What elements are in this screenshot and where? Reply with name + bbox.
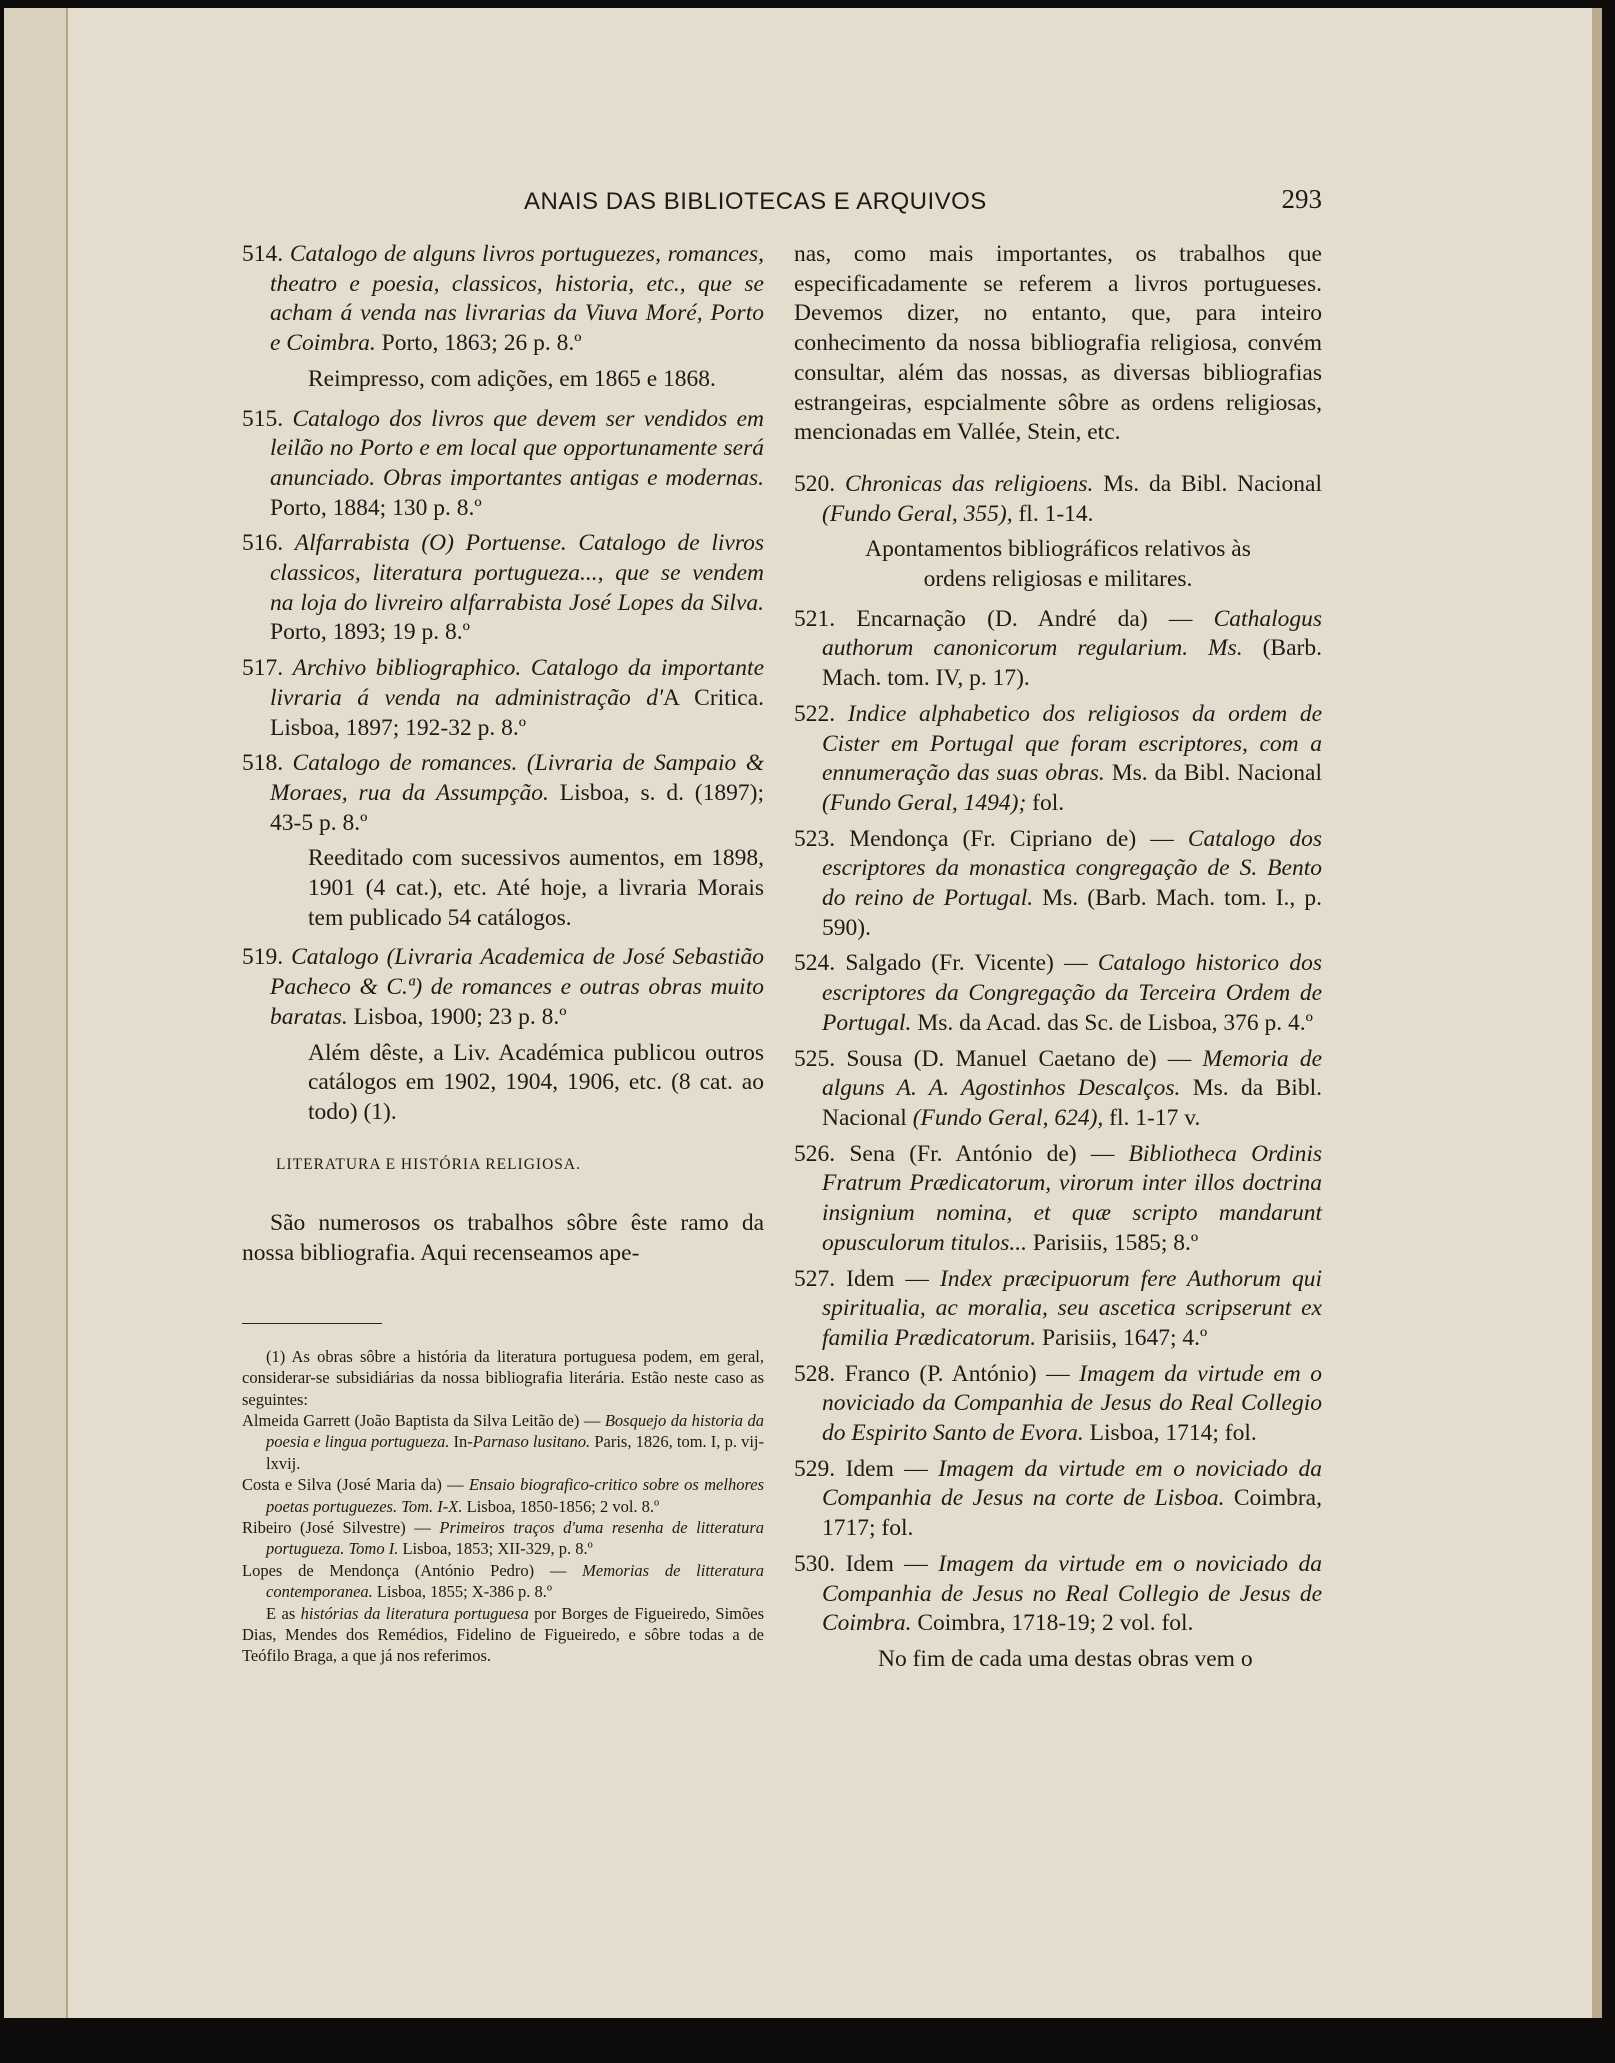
body-paragraph: nas, como mais importantes, os trabalhos que especificadamente se referem a livros portugueses. Devemos dizer, no entanto, que, para inteiro conhecimento da nossa bibliografia religiosa, convém consultar, além das nossas, as diversas bibliografias estrangeiras, espcialmente sôbre as ordens religiosas, mencionadas em Vallée, Stein, etc.	[794, 241, 1322, 446]
entry-number: 519.	[242, 944, 284, 971]
entry-529	[794, 1455, 1322, 1544]
entry-number: 517.	[242, 655, 284, 682]
page-number: 293	[1281, 184, 1322, 214]
entry-author: Idem —	[845, 1550, 928, 1577]
entry-imprint: Ms. da Acad. das Sc. de Lisboa, 376 p. 4.º	[917, 1009, 1313, 1036]
entry-imprint: Ms. (Barb. Mach. tom. I., p. 590).	[822, 885, 1322, 941]
ref-imprint: Lisboa, 1850-1856; 2 vol. 8.º	[466, 1496, 660, 1516]
ref-author: Costa e Silva (José Maria da) —	[242, 1475, 464, 1495]
ref-title: Ensaio biografico-critico sobre os melhores poetas portuguezes. Tom. I-X.	[266, 1475, 765, 1516]
entry-author: Salgado (Fr. Vicente) —	[845, 950, 1088, 977]
entry-number: 525.	[794, 1045, 836, 1072]
section-heading: LITERATURA E HISTÓRIA RELIGIOSA.	[276, 1155, 581, 1173]
entry-514	[242, 240, 764, 359]
entry-imprint: Lisboa, 1714; fol.	[1089, 1420, 1257, 1447]
entry-title: Archivo bibliographico. Catalogo da importante livraria á venda na administração d'	[270, 655, 765, 711]
page-header	[232, 184, 1322, 224]
entry-520	[794, 470, 1322, 529]
entry-title: Alfarrabista (O) Portuense. Catalogo de livros classicos, literatura portugueza..., que se vendem na loja do livreiro alfarrabista José Lopes da Silva.	[270, 530, 765, 616]
entry-516	[242, 529, 764, 648]
entry-number: 523.	[794, 825, 836, 852]
entry-author: Mendonça (Fr. Cipriano de) —	[849, 825, 1174, 852]
entry-number: 514.	[242, 241, 284, 267]
left-column	[242, 240, 764, 1667]
entry-imprint: Porto, 1884; 130 p. 8.º	[270, 494, 482, 521]
entry-folio: fl. 1-14.	[1018, 500, 1094, 527]
entry-number: 520.	[794, 470, 836, 497]
entry-title: Catalogo (Livraria Academica de José Sebastião Pacheco & C.ª) de romances e outras obras muito baratas.	[270, 944, 765, 1030]
entry-title: Memoria de alguns A. A. Agostinhos Descalços.	[822, 1045, 1323, 1102]
entry-note: Reimpresso, com adições, em 1865 e 1868.	[308, 365, 716, 392]
entry-note: Reeditado com sucessivos aumentos, em 1898, 1901 (4 cat.), etc. Até hoje, a livraria Morais tem publicado 54 catálogos.	[308, 845, 764, 931]
entry-imprint: Lisboa, s. d. (1897); 43-5 p. 8.º	[270, 779, 764, 836]
entry-imprint: Coimbra, 1718-19; 2 vol. fol.	[917, 1610, 1194, 1637]
entry-530	[794, 1550, 1322, 1639]
ref-title: Primeiros traços d'uma resenha de litteratura portugueza. Tomo I.	[266, 1518, 765, 1559]
entry-imprint: Ms. da Bibl. Nacional	[822, 1075, 1322, 1131]
entry-number: 522.	[794, 700, 836, 727]
entry-note: Além dêste, a Liv. Académica publicou outros catálogos em 1902, 1904, 1906, etc. (8 cat. ao todo) (1).	[308, 1039, 764, 1125]
entry-imprint: Parisiis, 1647; 4.º	[1042, 1324, 1208, 1351]
closing-text: por Borges de Figueiredo, Simões Dias, Mendes dos Remédios, Fidelino de Figueiredo, e sôbre todas a de Teófilo Braga, a que já nos referimos.	[242, 1603, 765, 1666]
entry-number: 527.	[794, 1265, 836, 1292]
closing-text: E as	[266, 1603, 296, 1623]
entry-528	[794, 1360, 1322, 1449]
entry-fund: (Fundo Geral, 355),	[822, 500, 1013, 527]
entry-517	[242, 654, 764, 743]
entry-number: 530.	[794, 1550, 836, 1577]
closing-italic: histórias da literatura portuguesa	[300, 1603, 529, 1623]
footnote-reference	[242, 1474, 764, 1517]
entry-523	[794, 825, 1322, 944]
entry-note: Apontamentos bibliográficos relativos às ordens religiosas e militares.	[865, 536, 1251, 593]
ref-title: Memorias de litteratura contemporanea.	[266, 1560, 765, 1602]
entry-imprint: Porto, 1863; 26 p. 8.º	[381, 330, 582, 357]
entry-title: Index præcipuorum fere Authorum qui spiritualia, ac moralia, seu ascetica scripserunt ex familia Prædicatorum.	[822, 1265, 1322, 1351]
entry-author: Encarnação (D. André da) —	[856, 605, 1193, 632]
entry-522	[794, 700, 1322, 819]
entry-number: 524.	[794, 950, 836, 977]
ref-author: Ribeiro (José Silvestre) —	[242, 1518, 431, 1538]
ref-title: Bosquejo da historia da poesia e lingua portugueza.	[266, 1411, 764, 1452]
entry-number: 528.	[794, 1360, 836, 1387]
entry-author: Sena (Fr. António de) —	[849, 1140, 1115, 1167]
ref-rest: In-	[453, 1432, 473, 1452]
ref-imprint: Lisboa, 1855; X-386 p. 8.º	[376, 1582, 553, 1602]
entry-imprint: Lisboa, 1900; 23 p. 8.º	[353, 1003, 567, 1030]
entry-number: 526.	[794, 1140, 836, 1167]
footnote-rule	[242, 1323, 382, 1324]
entry-527	[794, 1265, 1322, 1354]
footnote-reference	[242, 1560, 764, 1603]
page-margin	[4, 8, 68, 2018]
entry-title: Imagem da virtude em o noviciado da Companhia de Jesus na corte de Lisboa.	[822, 1455, 1323, 1512]
entry-title: Imagem da virtude em o noviciado da Companhia de Jesus no Real Collegio de Jesus de Coimbra.	[822, 1550, 1323, 1637]
entry-title: Imagem da virtude em o noviciado da Companhia de Jesus do Real Collegio do Espirito Santo de Evora.	[822, 1360, 1323, 1447]
ref-imprint: Paris, 1826, tom. I, p. vij-lxvij.	[266, 1432, 765, 1473]
footnote-reference	[242, 1517, 764, 1560]
entry-519	[242, 943, 764, 1032]
entry-title: Indice alphabetico dos religiosos da ordem de Cister em Portugal que foram escriptores, com a ennumeração das suas obras.	[822, 700, 1323, 787]
entry-title: Cathalogus authorum canonicorum regularium. Ms.	[822, 605, 1322, 662]
entry-521	[794, 605, 1322, 694]
entry-title: Catalogo dos livros que devem ser vendidos em leilão no Porto e em local que opportunamente será anunciado. Obras importantes antigas e modernas.	[270, 405, 764, 491]
footnote-closing	[242, 1603, 764, 1667]
entry-author: Idem —	[846, 1265, 929, 1292]
entry-518	[242, 749, 764, 838]
entry-imprint: Parisiis, 1585; 8.º	[1032, 1229, 1199, 1256]
entry-number: 515.	[242, 405, 284, 432]
footnote-reference	[242, 1410, 764, 1474]
entry-number: 516.	[242, 530, 284, 557]
entry-imprint: Porto, 1893; 19 p. 8.º	[270, 619, 470, 646]
entry-title-tail: A Critica.	[663, 684, 764, 711]
footnotes	[242, 1346, 764, 1667]
entry-fund: (Fundo Geral, 1494);	[822, 789, 1027, 816]
ref-author: Lopes de Mendonça (António Pedro) —	[242, 1560, 567, 1580]
footnote-intro: (1) As obras sôbre a história da literatura portuguesa podem, em geral, considerar-se subsidiárias da nossa bibliografia literária. Estão neste caso as seguintes:	[242, 1346, 764, 1409]
body-paragraph: São numerosos os trabalhos sôbre êste ramo da nossa bibliografia. Aqui recenseamos ape-	[242, 1210, 764, 1267]
book-page	[4, 8, 1602, 2018]
entry-525	[794, 1045, 1322, 1134]
entry-folio: fol.	[1032, 789, 1065, 816]
ref-title-2: Parnaso lusitano.	[472, 1432, 591, 1452]
entry-526	[794, 1140, 1322, 1259]
running-title: ANAIS DAS BIBLIOTECAS E ARQUIVOS	[524, 188, 987, 215]
entry-imprint: Lisboa, 1897; 192-32 p. 8.º	[270, 714, 526, 741]
entry-author: Sousa (D. Manuel Caetano de) —	[846, 1045, 1192, 1072]
ref-imprint: Lisboa, 1853; XII-329, p. 8.º	[402, 1539, 593, 1559]
right-column	[794, 240, 1322, 1675]
entry-fund: (Fundo Geral, 624),	[912, 1104, 1104, 1131]
entry-imprint: Ms. da Bibl. Nacional	[1111, 760, 1323, 787]
entry-title: Catalogo historico dos escriptores da Congregação da Terceira Ordem de Portugal.	[822, 950, 1323, 1036]
entry-imprint: Coimbra, 1717; fol.	[822, 1485, 1322, 1542]
entry-imprint: (Barb. Mach. tom. IV, p. 17).	[822, 635, 1322, 692]
entry-folio: fl. 1-17 v.	[1109, 1104, 1201, 1131]
ref-author: Almeida Garrett (João Baptista da Silva Leitão de) —	[242, 1411, 601, 1431]
entry-number: 521.	[794, 605, 836, 632]
entry-title: Catalogo dos escriptores da monastica congregação de S. Bento do reino de Portugal.	[822, 825, 1323, 912]
entry-524	[794, 949, 1322, 1038]
entry-title: Bibliotheca Ordinis Fratrum Prædicatorum, virorum inter illos doctrina insignium nomina, et quæ scripto mandarunt opusculorum titulos...	[822, 1140, 1323, 1256]
entry-515	[242, 405, 764, 524]
entry-author: Idem —	[845, 1455, 928, 1482]
entry-title: Catalogo de romances. (Livraria de Sampaio & Moraes, rua da Assumpção.	[270, 750, 764, 806]
entry-imprint: Ms. da Bibl. Nacional	[1103, 470, 1322, 497]
body-paragraph: No fim de cada uma destas obras vem o	[878, 1645, 1253, 1672]
entry-number: 529.	[794, 1455, 836, 1482]
entry-title: Chronicas das religioens.	[844, 470, 1094, 497]
entry-author: Franco (P. António) —	[844, 1360, 1070, 1387]
entry-number: 518.	[242, 750, 284, 777]
entry-title: Catalogo de alguns livros portuguezes, romances, theatro e poesia, classicos, historia, etc., que se acham á venda nas livrarias da Viuva Moré, Porto e Coimbra.	[270, 241, 765, 357]
